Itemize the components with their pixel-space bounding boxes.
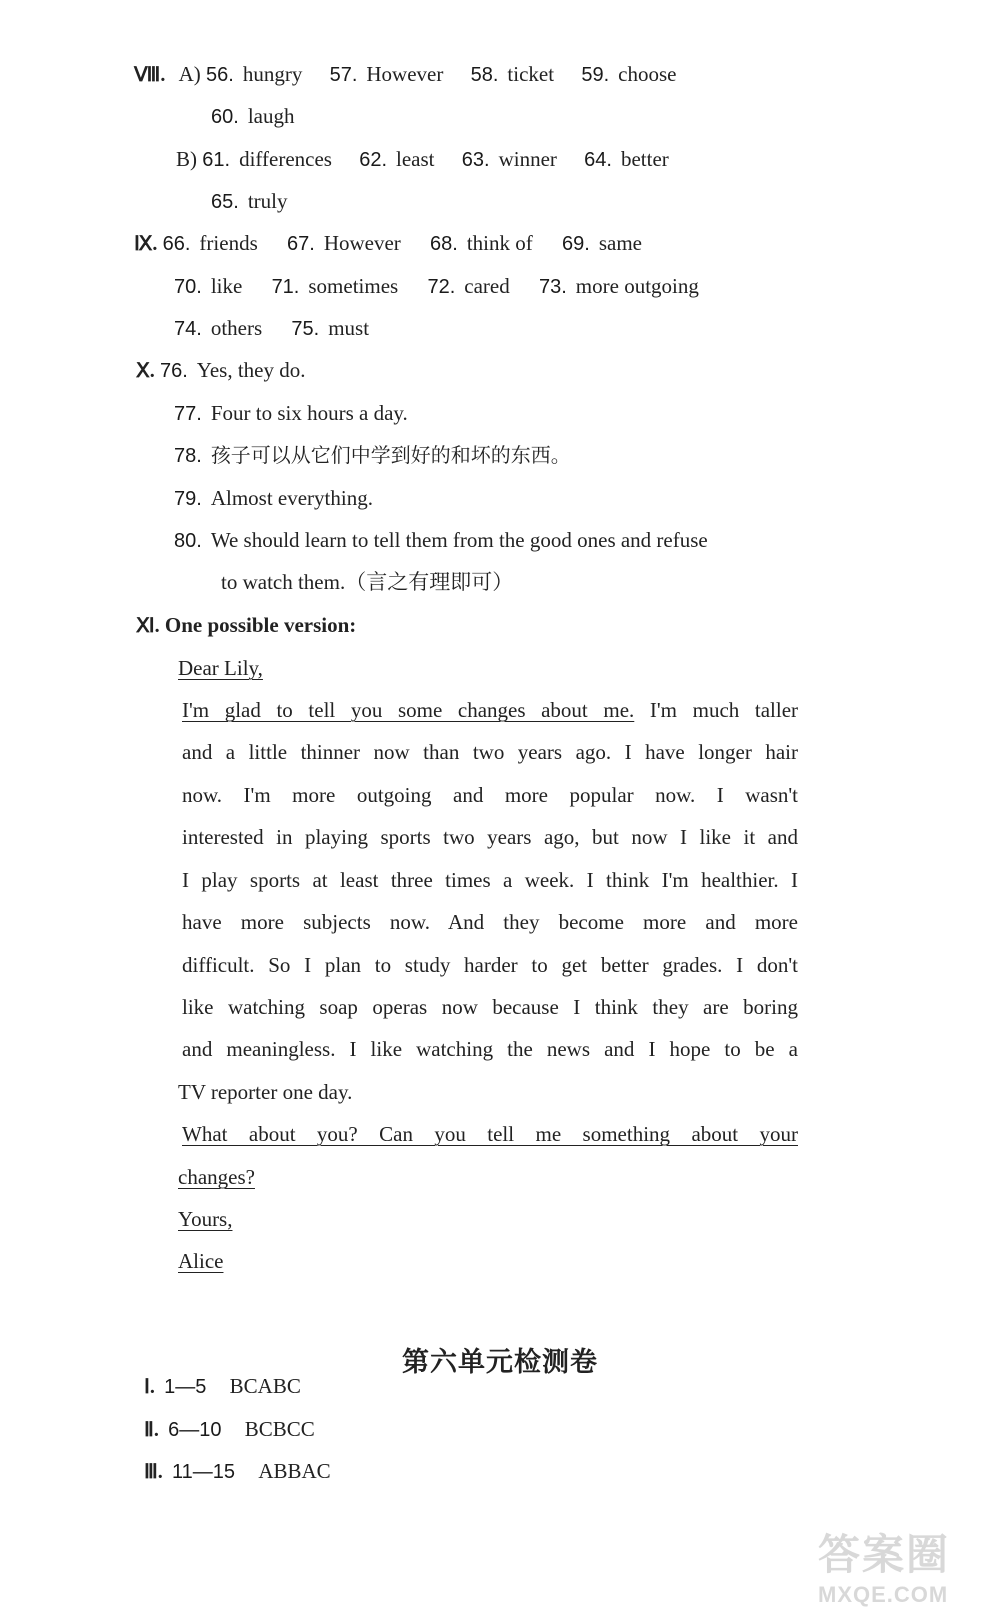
watermark-en: MXQE.COM [818,1582,949,1607]
item-number: 61. [202,149,231,171]
row-answers: BCBCC [244,1417,315,1441]
item-number: 80. [174,530,202,552]
letter-line-2: and a little thinner now than two years ago. I have longer hair [182,740,798,764]
section-10-line-80-cont [221,568,513,596]
section-10-line-77 [174,399,408,428]
item-number: 73. [538,276,567,298]
item-number: 79. [174,488,202,510]
item-answer: like [210,274,243,298]
item-number: 75. [291,318,320,340]
signature-name: Alice [178,1249,224,1273]
letter-line-3: now. I'm more outgoing and more popular now. I wasn't [182,783,798,807]
section-8-line-2 [211,102,294,131]
letter-line-6: have more subjects now. And they become more and more [182,910,798,934]
greeting-text: Dear Lily, [178,656,263,680]
letter-line-1 [182,696,798,724]
site-watermark [818,1522,978,1607]
letter-line-10: TV reporter one day. [178,1080,353,1104]
row-range: 1—5 [164,1376,207,1398]
item-answer: Almost everything. [210,486,373,510]
section-9-line-2 [174,272,699,301]
item-number: 56. [206,64,234,86]
item-number: 78. [174,445,202,467]
item-answer: least [396,147,435,171]
signoff-text: Yours, [178,1207,233,1231]
item-number: 71. [271,276,300,298]
part-b-label: B) [176,147,197,171]
item-answer: truly [247,189,288,213]
section-8-line-1 [134,60,676,89]
item-answer: hungry [242,62,303,86]
item-number: 63. [461,149,490,171]
item-answer: cared [464,274,510,298]
item-number: 65. [211,191,239,213]
letter-line-8: like watching soap operas now because I think they are boring [182,995,798,1019]
item-answer: think of [466,231,533,255]
letter-line-7: difficult. So I plan to study harder to get better grades. I don't [182,953,798,977]
part-a-label: A) [178,62,201,86]
letter-opening: I'm glad to tell you some changes about me. [182,698,635,722]
item-number: 67. [287,233,315,255]
section-10-line-76 [136,356,305,385]
item-number: 72. [427,276,456,298]
item-number: 70. [174,276,202,298]
item-number: 69. [562,233,590,255]
row-answers: ABBAC [258,1459,331,1483]
unit-6-row-3 [144,1457,331,1486]
item-answer: friends [199,231,258,255]
item-answer: However [323,231,401,255]
section-10-line-80 [174,526,708,555]
row-range: 11—15 [172,1461,236,1483]
item-answer: We should learn to tell them from the good ones and refuse [210,528,708,552]
item-answer: laugh [247,104,295,128]
item-answer: must [328,316,370,340]
row-numeral: Ⅰ. [144,1376,155,1398]
letter-greeting [178,654,263,682]
letter-line-5: I play sports at least three times a week. I think I'm healthier. I [182,868,798,892]
item-answer: sometimes [308,274,399,298]
item-answer: differences [239,147,332,171]
item-number: 66. [162,233,191,255]
letter-line-9: and meaningless. I like watching the news and I hope to be a [182,1037,798,1061]
unit-6-row-1 [144,1372,301,1401]
row-range: 6—10 [168,1419,222,1441]
unit-6-row-2 [144,1415,315,1444]
item-number: 60. [211,106,239,128]
letter-closing-question-cont [178,1163,255,1191]
letter-body-text: I'm much taller [649,698,799,722]
item-number: 64. [584,149,612,171]
item-answer: winner [498,147,557,171]
item-number: 77. [174,403,202,425]
item-number: 62. [359,149,388,171]
item-answer: more outgoing [575,274,699,298]
section-10-line-78 [174,441,571,470]
letter-line-4: interested in playing sports two years ago, but now I like it and [182,825,798,849]
item-answer: same [598,231,642,255]
section-11-header [136,611,356,640]
section-11-numeral: Ⅺ. [136,615,160,637]
item-number: 68. [430,233,458,255]
item-number: 58. [470,64,499,86]
item-number: 76. [159,360,188,382]
watermark-cn: 答案圈 [818,1530,951,1579]
item-answer: Four to six hours a day. [210,401,408,425]
item-number: 59. [581,64,610,86]
item-answer: ticket [507,62,555,86]
item-answer: However [366,62,444,86]
section-9-line-3 [174,314,369,343]
item-number: 74. [174,318,202,340]
item-answer: better [620,147,669,171]
item-number: 57. [329,64,358,86]
section-11-heading: One possible version: [164,613,357,637]
unit-6-title: 第六单元检测卷 [402,1347,598,1378]
item-answer-continued: to watch them.（言之有理即可） [221,570,514,594]
letter-signoff [178,1205,232,1233]
section-9-numeral: Ⅸ. [134,233,158,255]
section-10-line-79 [174,484,373,513]
row-numeral: Ⅱ. [144,1419,159,1441]
section-8-numeral: Ⅷ. [134,64,166,86]
item-answer: Yes, they do. [196,358,306,382]
row-numeral: Ⅲ. [144,1461,163,1483]
row-answers: BCABC [229,1374,301,1398]
section-8-line-3 [176,145,669,174]
item-answer: choose [618,62,677,86]
section-9-line-1 [134,229,642,258]
item-answer: others [210,316,263,340]
letter-closing-question: What about you? Can you tell me something about your [182,1122,798,1146]
item-answer: 孩子可以从它们中学到好的和坏的东西。 [210,443,571,467]
letter-signature [178,1247,223,1275]
section-8-line-4 [211,187,287,216]
section-10-numeral: Ⅹ. [136,360,155,382]
closing-question-end: changes? [178,1165,255,1189]
